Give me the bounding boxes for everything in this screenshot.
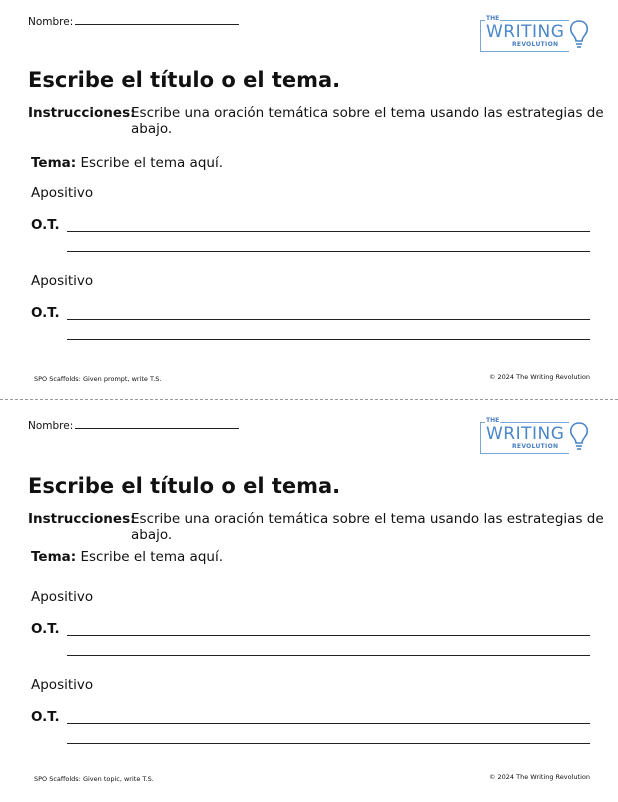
topic-sentence-label: O.T. xyxy=(31,217,60,233)
writing-line[interactable] xyxy=(67,339,590,340)
name-blank-line[interactable] xyxy=(75,418,239,429)
writing-line[interactable] xyxy=(67,743,590,744)
instructions-label: Instrucciones: xyxy=(28,105,136,121)
logo-writing-text: WRITING xyxy=(486,22,565,42)
writing-line[interactable] xyxy=(67,231,590,232)
worksheet-bottom xyxy=(0,402,618,802)
logo-writing-text: WRITING xyxy=(486,424,565,444)
topic-label: Tema: xyxy=(31,549,77,565)
cut-line-divider xyxy=(0,399,618,400)
instructions-text: Escribe una oración temática sobre el tema usando las estrategias de abajo. xyxy=(131,511,604,543)
worksheet-title: Escribe el título o el tema. xyxy=(28,474,341,498)
writing-revolution-logo xyxy=(480,16,592,54)
topic-text: Escribe el tema aquí. xyxy=(76,549,224,565)
topic-sentence-label: O.T. xyxy=(31,621,60,637)
lightbulb-icon xyxy=(568,18,590,54)
writing-line[interactable] xyxy=(67,319,590,320)
topic-sentence-label: O.T. xyxy=(31,305,60,321)
logo-the-text: THE xyxy=(486,417,500,424)
name-label: Nombre: xyxy=(28,420,74,432)
footer-copyright: © 2024 The Writing Revolution xyxy=(488,373,590,381)
name-field xyxy=(28,14,239,28)
worksheet-top xyxy=(0,0,618,400)
writing-line[interactable] xyxy=(67,723,590,724)
strategy-label: Apositivo xyxy=(31,677,94,693)
name-field xyxy=(28,418,239,432)
footer-scaffold-note: SPO Scaffolds: Given topic, write T.S. xyxy=(34,775,154,783)
name-label: Nombre: xyxy=(28,16,74,28)
writing-revolution-logo xyxy=(480,418,592,456)
lightbulb-icon xyxy=(568,420,590,456)
logo-revolution-text: REVOLUTION xyxy=(512,41,559,48)
topic-label: Tema: xyxy=(31,155,77,171)
topic-sentence-label: O.T. xyxy=(31,709,60,725)
writing-line[interactable] xyxy=(67,655,590,656)
strategy-label: Apositivo xyxy=(31,589,94,605)
logo-the-text: THE xyxy=(486,15,500,22)
writing-line[interactable] xyxy=(67,251,590,252)
footer-copyright: © 2024 The Writing Revolution xyxy=(488,773,590,781)
worksheet-title: Escribe el título o el tema. xyxy=(28,68,341,92)
footer-scaffold-note: SPO Scaffolds: Given prompt, write T.S. xyxy=(34,375,162,383)
strategy-label: Apositivo xyxy=(31,185,94,201)
name-blank-line[interactable] xyxy=(75,14,239,25)
writing-line[interactable] xyxy=(67,635,590,636)
instructions-label: Instrucciones: xyxy=(28,511,136,527)
strategy-label: Apositivo xyxy=(31,273,94,289)
instructions-text: Escribe una oración temática sobre el tema usando las estrategias de abajo. xyxy=(131,105,604,137)
topic-text: Escribe el tema aquí. xyxy=(76,155,224,171)
topic-line xyxy=(31,549,223,565)
logo-revolution-text: REVOLUTION xyxy=(512,443,559,450)
topic-line xyxy=(31,155,223,171)
